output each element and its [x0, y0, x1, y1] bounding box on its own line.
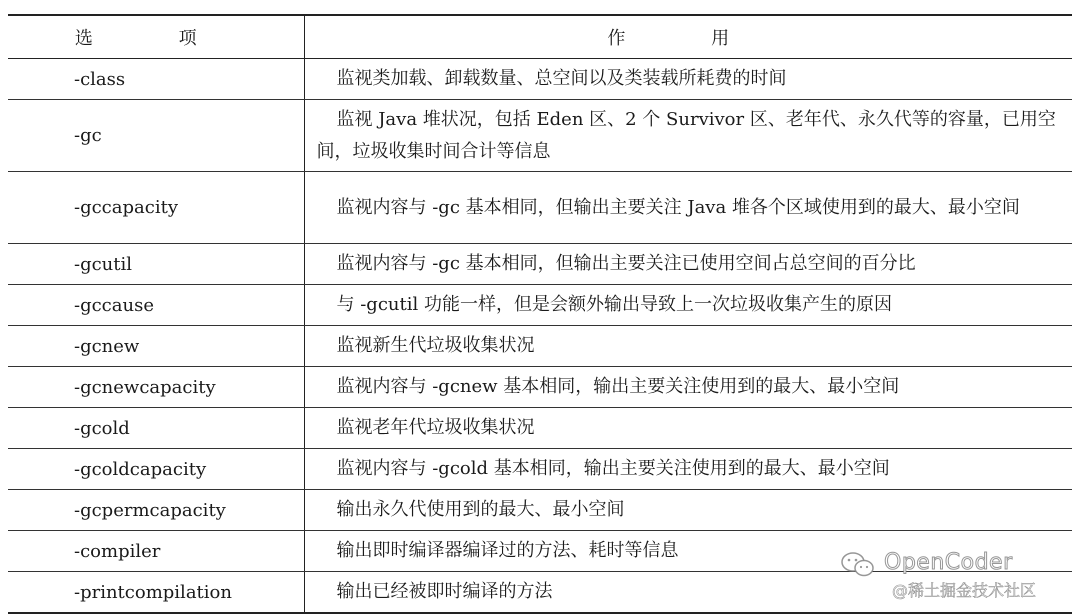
table-header — [8, 15, 1072, 59]
option-cell: -printcompilation — [8, 572, 304, 614]
description-cell: 输出已经被即时编译的方法 — [304, 572, 1072, 614]
description-cell: 输出永久代使用到的最大、最小空间 — [304, 490, 1072, 531]
jstat-options-table-container — [8, 14, 1072, 614]
table-row — [8, 244, 1072, 285]
description-cell: 监视新生代垃圾收集状况 — [304, 326, 1072, 367]
description-cell: 监视老年代垃圾收集状况 — [304, 408, 1072, 449]
option-cell: -gcnewcapacity — [8, 367, 304, 408]
option-cell: -compiler — [8, 531, 304, 572]
description-cell: 监视内容与 -gcold 基本相同，输出主要关注使用到的最大、最小空间 — [304, 449, 1072, 490]
watermark-subtitle: @稀土掘金技术社区 — [892, 581, 1037, 600]
table-row — [8, 172, 1072, 244]
option-cell: -gcnew — [8, 326, 304, 367]
description-cell: 输出即时编译器编译过的方法、耗时等信息 — [304, 531, 1072, 572]
header-effect: 作 用 — [304, 15, 1072, 59]
table-body — [8, 59, 1072, 614]
description-cell: 监视内容与 -gcnew 基本相同，输出主要关注使用到的最大、最小空间 — [304, 367, 1072, 408]
option-cell: -gcold — [8, 408, 304, 449]
table-row — [8, 100, 1072, 172]
table-row — [8, 408, 1072, 449]
option-cell: -gcutil — [8, 244, 304, 285]
table-row — [8, 59, 1072, 100]
description-cell: 监视 Java 堆状况，包括 Eden 区、2 个 Survivor 区、老年代、永久代等的容量，已用空间，垃圾收集时间合计等信息 — [304, 100, 1072, 172]
watermark — [840, 548, 1060, 606]
watermark-brand: OpenCoder — [884, 550, 1013, 575]
description-cell: 监视内容与 -gc 基本相同，但输出主要关注 Java 堆各个区域使用到的最大、最小空间 — [304, 172, 1072, 244]
table-row — [8, 326, 1072, 367]
option-cell: -gccapacity — [8, 172, 304, 244]
description-cell: 监视内容与 -gc 基本相同，但输出主要关注已使用空间占总空间的百分比 — [304, 244, 1072, 285]
table-row — [8, 367, 1072, 408]
wechat-bubble-icon — [840, 550, 876, 580]
option-cell: -gcpermcapacity — [8, 490, 304, 531]
header-row — [8, 15, 1072, 59]
description-cell: 与 -gcutil 功能一样，但是会额外输出导致上一次垃圾收集产生的原因 — [304, 285, 1072, 326]
option-cell: -gccause — [8, 285, 304, 326]
description-cell: 监视类加载、卸载数量、总空间以及类装载所耗费的时间 — [304, 59, 1072, 100]
option-cell: -gc — [8, 100, 304, 172]
table-row — [8, 449, 1072, 490]
header-option: 选 项 — [8, 15, 304, 59]
option-cell: -class — [8, 59, 304, 100]
table-row — [8, 490, 1072, 531]
option-cell: -gcoldcapacity — [8, 449, 304, 490]
jstat-options-table — [8, 14, 1072, 614]
table-row — [8, 285, 1072, 326]
